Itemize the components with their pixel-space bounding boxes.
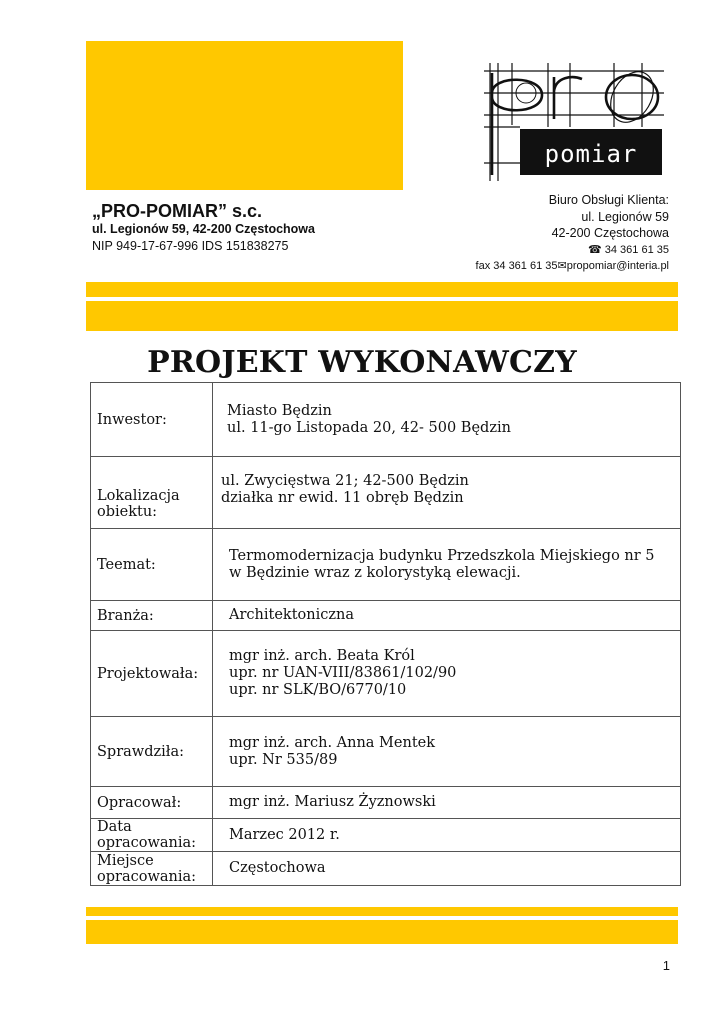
row-value-line: upr. Nr 535/89 [229,751,338,768]
row-value [213,787,681,819]
table-row [91,529,681,601]
document-title: PROJEKT WYKONAWCZY [147,345,577,380]
row-value-line: Marzec 2012 r. [229,826,340,843]
company-name: „PRO-POMIAR” s.c. [92,201,263,221]
top-band-thick [86,301,678,331]
row-label: Teemat: [91,529,213,601]
table-row [91,383,681,457]
row-label: Branża: [91,601,213,631]
row-value-line: w Będzinie wraz z kolorystyką elewacji. [229,564,521,581]
row-value [213,601,681,631]
page-number: 1 [662,958,670,973]
client-office-title: Biuro Obsługi Klienta: [548,193,669,207]
row-label: Sprawdziła: [91,717,213,787]
header-yellow-block [86,41,403,190]
row-value [213,819,681,852]
row-label: Projektowała: [91,631,213,717]
table-row [91,457,681,529]
client-office-phone: 34 361 61 35 [604,243,669,256]
bottom-band-thick [86,920,678,944]
table-row [91,631,681,717]
table-row [91,852,681,886]
logo-pomiar-text: pomiar [544,140,638,168]
table-row [91,787,681,819]
row-value-line: upr. nr UAN-VIII/83861/102/90 [229,665,457,681]
bottom-band-thin [86,907,678,916]
project-info-table [90,382,681,886]
client-office-city: 42-200 Częstochowa [551,226,669,240]
row-value-line: ul. Zwycięstwa 21; 42-500 Będzin [221,473,469,489]
client-office-info [476,192,669,275]
row-value-line: upr. nr SLK/BO/6770/10 [229,682,407,698]
envelope-icon: ✉ [557,260,567,272]
row-label: Opracował: [91,787,213,819]
row-value-line: mgr inż. arch. Anna Mentek [229,734,436,751]
table-row [91,819,681,852]
company-address: ul. Legionów 59, 42-200 Częstochowa [92,222,315,236]
row-value-line: Miasto Będzin [227,403,332,419]
phone-icon: ☎ [588,243,605,256]
row-value [213,717,681,787]
client-office-email: propomiar@interia.pl [566,260,669,272]
top-band-thin [86,282,678,297]
pro-pomiar-logo [484,63,664,181]
row-label: Lokalizacja obiektu: [91,457,213,529]
row-value-line: ul. 11-go Listopada 20, 42- 500 Będzin [227,420,511,436]
company-ids: NIP 949-17-67-996 IDS 151838275 [92,239,289,253]
client-office-street: ul. Legionów 59 [581,209,669,224]
row-value [213,852,681,886]
row-value [213,383,681,457]
row-value-line: Architektoniczna [229,607,354,623]
row-label: Miejsce opracowania: [91,852,213,886]
row-label: Inwestor: [91,383,213,457]
client-office-fax: fax 34 361 61 35 [475,260,558,272]
table-row [91,717,681,787]
row-label: Data opracowania: [91,819,213,852]
row-value-line: działka nr ewid. 11 obręb Będzin [221,490,464,506]
table-row [91,601,681,631]
row-value [213,457,681,529]
row-value-line: Termomodernizacja budynku Przedszkola Miejskiego nr 5 [229,547,655,564]
row-value [213,529,681,601]
row-value [213,631,681,717]
row-value-line: mgr inż. Mariusz Żyznowski [229,794,436,810]
row-value-line: mgr inż. arch. Beata Król [229,648,415,664]
row-value-line: Częstochowa [229,860,326,876]
